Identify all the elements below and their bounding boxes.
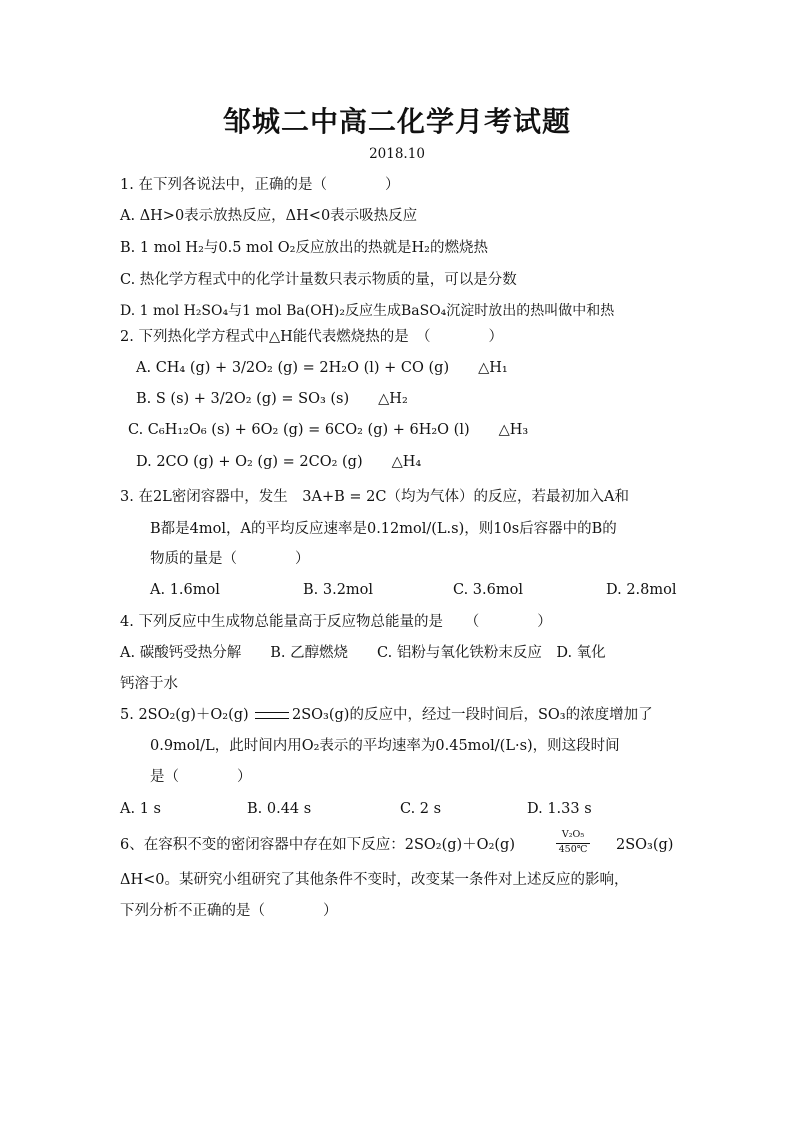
q1-stem: 1. 在下列各说法中，正确的是（ ） bbox=[120, 177, 400, 193]
q3-option-b: B. 3.2mol bbox=[303, 582, 374, 598]
q1-option-a: A. ΔH>0表示放热反应，ΔH<0表示吸热反应 bbox=[120, 208, 418, 224]
q5-option-b: B. 0.44 s bbox=[247, 801, 312, 817]
q5-line1-end: 2SO₃(g)的反应中，经过一段时间后，SO₃的浓度增加了 bbox=[292, 707, 653, 723]
q6-line3: 下列分析不正确的是（ ） bbox=[120, 903, 338, 919]
q2-option-c: C. C₆H₁₂O₆ (s) + 6O₂ (g) = 6CO₂ (g) + 6H₂O (l) △H₃ bbox=[128, 422, 529, 438]
q5-line3: 是（ ） bbox=[150, 769, 252, 785]
q4-options: A. 碳酸钙受热分解 B. 乙醇燃烧 C. 铝粉与氧化铁粉末反应 D. 氧化 bbox=[120, 645, 606, 661]
catalyst-label: V₂O₅ bbox=[561, 829, 585, 840]
q5-option-a: A. 1 s bbox=[120, 801, 161, 817]
temperature-label: 450℃ bbox=[556, 843, 590, 855]
q3-option-a: A. 1.6mol bbox=[150, 582, 220, 598]
q5-line1-start: 5. 2SO₂(g)＋O₂(g) bbox=[120, 707, 249, 723]
q6-line1-end: 2SO₃(g) bbox=[616, 837, 674, 853]
q3-line2: B都是4mol，A的平均反应速率是0.12mol/(L.s)，则10s后容器中的B的 bbox=[150, 521, 617, 537]
q2-stem: 2. 下列热化学方程式中△H能代表燃烧热的是 （ ） bbox=[120, 329, 503, 345]
q2-option-b: B. S (s) + 3/2O₂ (g) = SO₃ (s) △H₂ bbox=[136, 391, 408, 407]
q4-stem: 4. 下列反应中生成物总能量高于反应物总能量的是 （ ） bbox=[120, 614, 552, 630]
q2-option-a: A. CH₄ (g) + 3/2O₂ (g) = 2H₂O (l) + CO (g) △H₁ bbox=[136, 360, 508, 376]
q5-option-c: C. 2 s bbox=[400, 801, 442, 817]
q6-line1-start: 6、在容积不变的密闭容器中存在如下反应：2SO₂(g)＋O₂(g) bbox=[120, 837, 515, 853]
q3-line3: 物质的量是（ ） bbox=[150, 551, 310, 567]
q2-option-d: D. 2CO (g) + O₂ (g) = 2CO₂ (g) △H₄ bbox=[136, 454, 422, 470]
q6-line2: ΔH<0。某研究小组研究了其他条件不变时，改变某一条件对上述反应的影响， bbox=[120, 872, 629, 888]
equilibrium-arrow bbox=[255, 712, 289, 719]
q1-option-c: C. 热化学方程式中的化学计量数只表示物质的量，可以是分数 bbox=[120, 272, 517, 288]
q1-option-d: D. 1 mol H₂SO₄与1 mol Ba(OH)₂反应生成BaSO₄沉淀时放出的热叫做中和热 bbox=[120, 303, 615, 319]
q3-line1: 3. 在2L密闭容器中，发生 3A+B = 2C（均为气体）的反应，若最初加入A和 bbox=[120, 489, 629, 505]
q5-option-d: D. 1.33 s bbox=[527, 801, 592, 817]
q4-options-continued: 钙溶于水 bbox=[120, 676, 178, 692]
q3-option-c: C. 3.6mol bbox=[453, 582, 523, 598]
exam-date: 2018.10 bbox=[369, 146, 425, 162]
q1-option-b: B. 1 mol H₂与0.5 mol O₂反应放出的热就是H₂的燃烧热 bbox=[120, 240, 488, 256]
page-title: 邹城二中高二化学月考试题 bbox=[222, 105, 571, 138]
q3-option-d: D. 2.8mol bbox=[606, 582, 677, 598]
q5-line2: 0.9mol/L，此时间内用O₂表示的平均速率为0.45mol/(L·s)，则这段时间 bbox=[150, 738, 620, 754]
